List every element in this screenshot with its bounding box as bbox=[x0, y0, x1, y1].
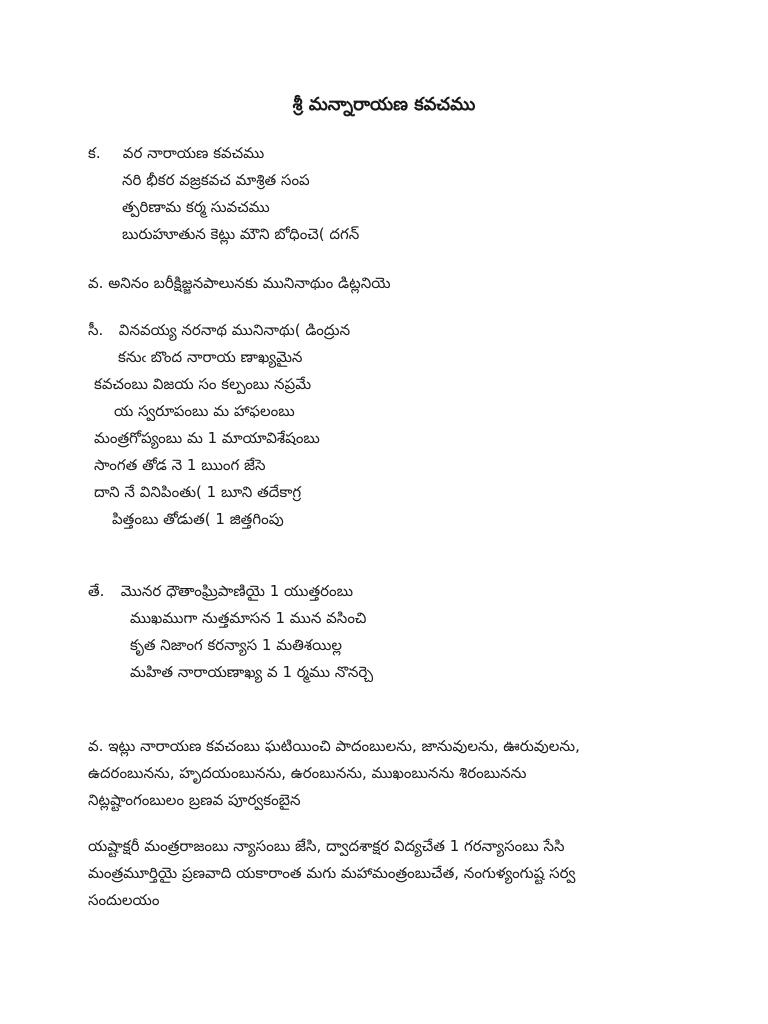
verse-marker: వ. bbox=[88, 737, 104, 755]
verse-line: నరి భీకర వజ్రకవచ మాశ్రిత సంప bbox=[122, 171, 310, 189]
seesa-verse bbox=[88, 317, 728, 533]
verse-line: కనుఁ బొంద నారాయ ణాఖ్యమైన bbox=[118, 348, 303, 366]
verse-line: మంత్రగోప్యంబు మ 1 మాయావిశేషంబు bbox=[94, 429, 320, 447]
prose-text: ఇట్లు నారాయణ కవచంబు ఘటియించి పాదంబులను, జానువులను, ఊరువులను, bbox=[108, 737, 580, 755]
verse-line: దాని నే వినిపింతు( 1 బూని తదేకాగ్ర bbox=[94, 483, 302, 501]
verse-line: య స్వరూపంబు మ హాఫలంబు bbox=[114, 402, 295, 420]
verse-line: ముఖముగా నుత్తమాసన 1 మున వసించి bbox=[130, 609, 367, 627]
page-title: శ్రీ మన్నారాయణ కవచము bbox=[292, 94, 476, 115]
verse-line: కృత నిజాంగ కరన్యాస 1 మతిశయిల్ల bbox=[130, 636, 343, 654]
prose-line: సందులయం bbox=[88, 891, 160, 909]
kanda-verse bbox=[88, 140, 728, 248]
verse-line bbox=[88, 140, 728, 167]
vachanam-2 bbox=[88, 733, 728, 814]
prose-line: యష్టాక్షరీ మంత్రరాజంబు న్యాసంబు జేసి, ద్వాదశాక్షర విద్యచేత 1 గరన్యాసంబు సేసి bbox=[88, 837, 565, 855]
vachanam-1 bbox=[88, 270, 728, 297]
verse-marker: సీ. bbox=[88, 321, 104, 339]
verse-marker: వ. bbox=[88, 274, 104, 292]
verse-text: వినవయ్య నరనాథ మునినాథు( డింద్రున bbox=[118, 321, 351, 339]
verse-line: త్పరిణామ కర్మ సువచము bbox=[122, 198, 270, 216]
verse-line: మహిత నారాయణాఖ్య వ 1 ర్మము నొనర్చె bbox=[130, 663, 374, 681]
verse-line: పిత్తంబు తోడుత( 1 జిత్తగింపు bbox=[112, 510, 284, 528]
prose-line: ఉదరంబునను, హృదయంబునను, ఉరంబునను, ముఖంబునను శిరంబునను bbox=[88, 764, 527, 782]
verse-text: మొనర ధౌతాంఘ్రిపాణియై 1 యుత్తరంబు bbox=[120, 582, 354, 600]
prose-line: నిట్లష్టాంగంబులం బ్రణవ పూర్వకంబైన bbox=[88, 791, 301, 809]
verse-text: వర నారాయణ కవచము bbox=[122, 144, 265, 162]
prose-text: అనినం బరీక్షిజ్జనపాలునకు మునినాథుం డిట్లనియె bbox=[108, 274, 391, 292]
verse-line: సాంగత తోడ నె 1 ఋంగ జేసె bbox=[94, 456, 266, 474]
verse-line bbox=[88, 578, 728, 605]
prose-line bbox=[88, 270, 728, 297]
teta-verse bbox=[88, 578, 728, 686]
verse-line: బురుహూతున కెట్లు మౌని బోధించె( దగన్ bbox=[122, 225, 360, 243]
prose-line bbox=[88, 733, 728, 760]
verse-line bbox=[88, 317, 728, 344]
prose-line: మంత్రమూర్తియై ప్రణవాది యకారాంత మగు మహామంత్రంబుచేత, నంగుళ్యంగుష్ట సర్వ bbox=[88, 864, 576, 882]
verse-line: కవచంబు విజయ సం కల్పంబు నప్రమే bbox=[94, 375, 312, 393]
verse-marker: తే. bbox=[88, 582, 105, 600]
verse-marker: క. bbox=[88, 144, 101, 162]
closing-paragraph bbox=[88, 833, 728, 914]
